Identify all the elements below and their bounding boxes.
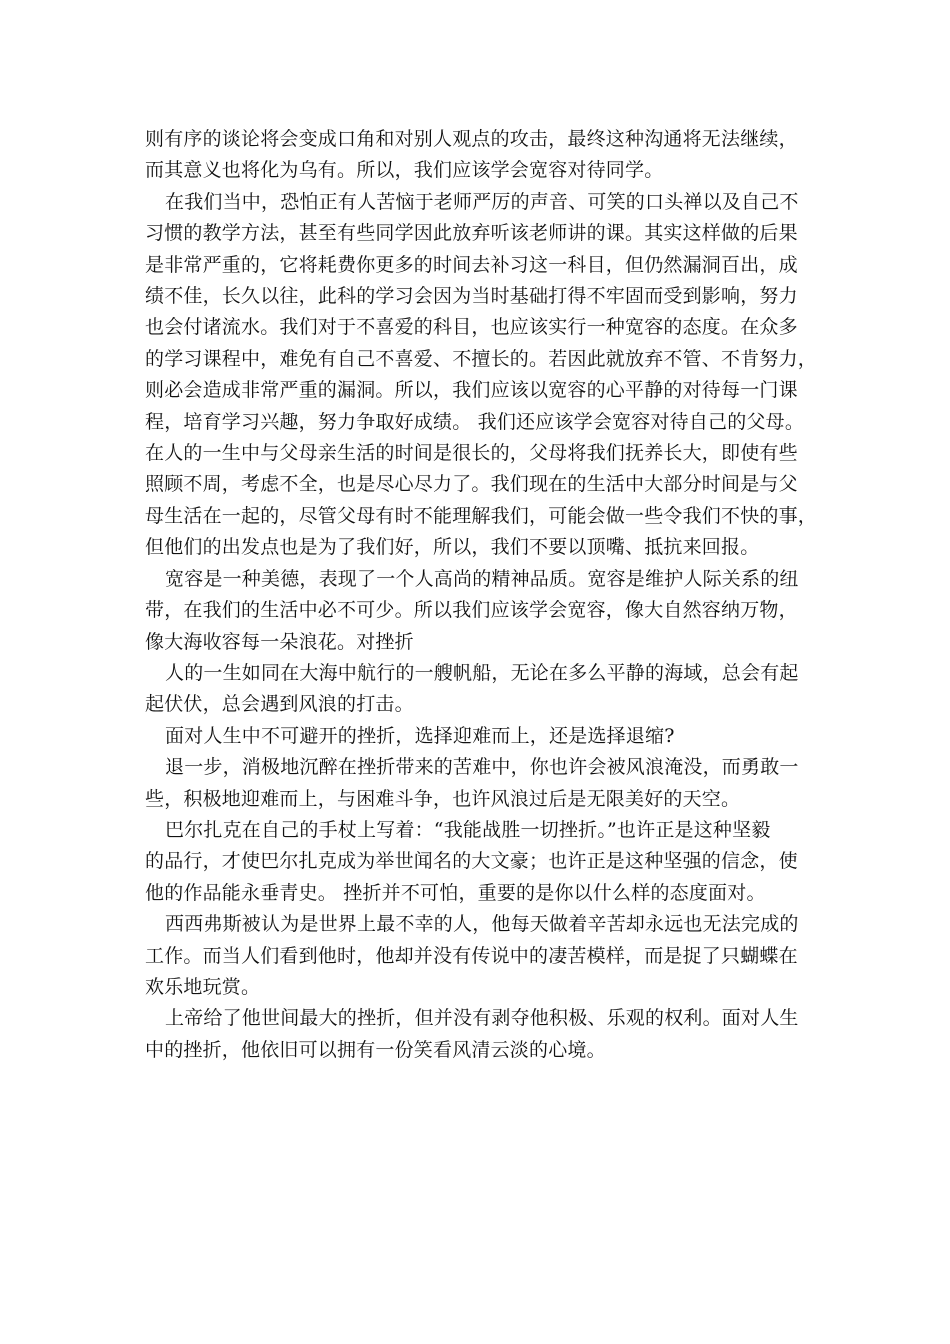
text-line: 习惯的教学方法，甚至有些同学因此放弃听该老师讲的课。其实这样做的后果 bbox=[145, 222, 798, 245]
text-line: 则必会造成非常严重的漏洞。所以，我们应该以宽容的心平静的对待每一门课 bbox=[145, 379, 798, 402]
text-line: 程，培育学习兴趣，努力争取好成绩。 我们还应该学会宽容对待自己的父母。 bbox=[145, 410, 805, 433]
text-line: 他的作品能永垂青史。 挫折并不可怕，重要的是你以什么样的态度面对。 bbox=[145, 881, 766, 904]
text-line: 上帝给了他世间最大的挫折，但并没有剥夺他积极、乐观的权利。面对人生 bbox=[165, 1007, 799, 1030]
text-line: 西西弗斯被认为是世界上最不幸的人，他每天做着辛苦却永远也无法完成的 bbox=[165, 913, 799, 936]
text-line: 是非常严重的，它将耗费你更多的时间去补习这一科目，但仍然漏洞百出，成 bbox=[145, 253, 798, 276]
text-line: 中的挫折，他依旧可以拥有一份笑看风清云淡的心境。 bbox=[145, 1038, 606, 1061]
text-line: 人的一生如同在大海中航行的一艘帆船，无论在多么平静的海域，总会有起 bbox=[165, 661, 799, 684]
text-line: 欢乐地玩赏。 bbox=[145, 975, 261, 998]
text-line: 母生活在一起的，尽管父母有时不能理解我们，可能会做一些令我们不快的事， bbox=[145, 504, 818, 527]
text-line: 巴尔扎克在自己的手杖上写着：“我能战胜一切挫折。”也许正是这种坚毅 bbox=[165, 818, 771, 841]
text-line: 工作。而当人们看到他时，他却并没有传说中的凄苦模样，而是捉了只蝴蝶在 bbox=[145, 944, 798, 967]
text-line: 照顾不周，考虑不全，也是尽心尽力了。我们现在的生活中大部分时间是与父 bbox=[145, 473, 798, 496]
text-line: 绩不佳，长久以往，此科的学习会因为当时基础打得不牢固而受到影响，努力 bbox=[145, 285, 798, 308]
text-line: 则有序的谈论将会变成口角和对别人观点的攻击，最终这种沟通将无法继续， bbox=[145, 128, 798, 150]
text-line: 的品行，才使巴尔扎克成为举世闻名的大文豪；也许正是这种坚强的信念，使 bbox=[145, 850, 798, 873]
text-line: 在人的一生中与父母亲生活的时间是很长的，父母将我们抚养长大，即使有些 bbox=[145, 442, 798, 465]
document-body-text bbox=[145, 124, 818, 1066]
text-line: 宽容是一种美德，表现了一个人高尚的精神品质。宽容是维护人际关系的纽 bbox=[165, 567, 799, 590]
text-line: 些，积极地迎难而上，与困难斗争，也许风浪过后是无限美好的天空。 bbox=[145, 787, 741, 810]
text-line: 在我们当中，恐怕正有人苦恼于老师严厉的声音、可笑的口头禅以及自己不 bbox=[165, 190, 799, 213]
text-line: 也会付诸流水。我们对于不喜爱的科目，也应该实行一种宽容的态度。在众多 bbox=[145, 316, 798, 339]
text-line: 面对人生中不可避开的挫折，选择迎难而上，还是选择退缩? bbox=[165, 724, 675, 747]
text-line: 但他们的出发点也是为了我们好，所以，我们不要以顶嘴、抵抗来回报。 bbox=[145, 536, 760, 559]
text-line: 的学习课程中，难免有自己不喜爱、不擅长的。若因此就放弃不管、不肯努力， bbox=[145, 347, 818, 370]
text-line: 而其意义也将化为乌有。所以，我们应该学会宽容对待同学。 bbox=[145, 159, 664, 182]
text-line: 像大海收容每一朵浪花。对挫折 bbox=[145, 630, 414, 653]
text-line: 带，在我们的生活中必不可少。所以我们应该学会宽容，像大自然容纳万物， bbox=[145, 599, 798, 622]
text-line: 起伏伏，总会遇到风浪的打击。 bbox=[145, 693, 414, 716]
text-line: 退一步，消极地沉醉在挫折带来的苦难中，你也许会被风浪淹没，而勇敢一 bbox=[165, 756, 799, 779]
